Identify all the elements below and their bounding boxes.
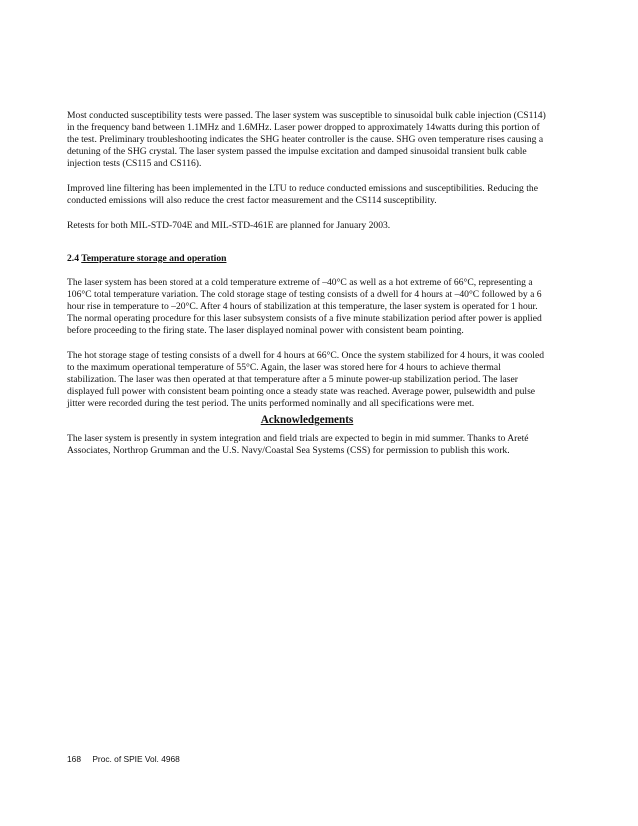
page-number: 168 <box>67 754 81 764</box>
paragraph-retests: Retests for both MIL-STD-704E and MIL-STD-461E are planned for January 2003. <box>67 220 391 232</box>
paragraph-conducted-susceptibility: Most conducted susceptibility tests were passed. The laser system was susceptible to sinusoidal bulk cable injection (CS114) in the frequency band between 1.1MHz and 1.6MHz. Laser power dropped to approximately 14watts during this portion of the test. Preliminary troubleshooting indicates the SHG heater controller is the cause. SHG oven temperature rises causing a detuning of the SHG crystal. The laser system passed the impulse excitation and damped sinusoidal transient bulk cable injection tests (CS115 and CS116). <box>67 110 546 169</box>
paragraph-cold-storage: The laser system has been stored at a cold temperature extreme of –40°C as well as a hot extreme of 66°C, representing a 106°C total temperature variation. The cold storage stage of testing consists of a dwell for 4 hours at –40°C followed by a 6 hour rise in temperature to –20°C. After 4 hours of stabilization at this temperature, the laser system is operated for 1 hour. The normal operating procedure for this laser subsystem consists of a five minute stabilization period after power is applied before proceeding to the firing state. The laser displayed nominal power with consistent beam pointing. <box>67 276 542 336</box>
acknowledgements-text: The laser system is presently in system integration and field trials are expected to begin in mid summer. Thanks to Areté Associates, Northrop Grumman and the U.S. Navy/Coastal Sea Systems (CSS) for permission to publish this work. <box>67 433 529 457</box>
section-title: Temperature storage and operation <box>81 252 227 264</box>
section-heading <box>67 253 547 265</box>
footer-source: Proc. of SPIE Vol. 4968 <box>92 754 180 764</box>
section-number: 2.4 <box>67 252 79 264</box>
page-body <box>67 110 547 471</box>
paragraph-hot-storage: The hot storage stage of testing consists of a dwell for 4 hours at 66°C. Once the system stabilized for 4 hours, it was cooled to the maximum operational temperature of 55°C. Again, the laser was stored here for 4 hours to achieve thermal stabilization. The laser was then operated at that temperature after a 5 minute power-up stabilization period. The laser displayed full power with consistent beam pointing once a steady state was reached. Average power, pulsewidth and pulse jitter were recorded during the test period. The units performed nominally and all specifications were met. <box>67 350 545 410</box>
paragraph-line-filtering: Improved line filtering has been implemented in the LTU to reduce conducted emissions and susceptibilities. Reducing the conducted emissions will also reduce the crest factor measurement and the CS114 susceptibility. <box>67 183 538 207</box>
page-footer <box>67 754 180 765</box>
acknowledgements-heading: Acknowledgements <box>260 414 354 427</box>
